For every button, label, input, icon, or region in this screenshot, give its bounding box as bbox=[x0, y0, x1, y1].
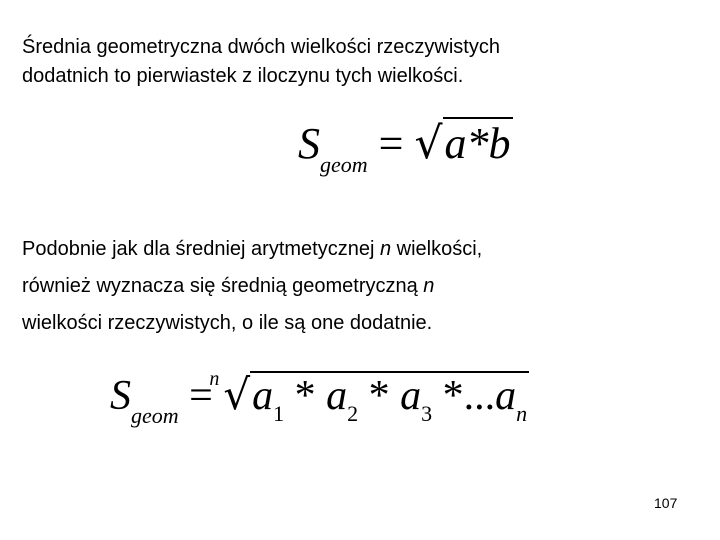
term-an: a bbox=[495, 373, 517, 419]
intro-line-1: Średnia geometryczna dwóch wielkości rzeczywistych bbox=[22, 36, 500, 58]
formula-geometric-mean-two bbox=[298, 118, 513, 188]
formula2-subscript: geom bbox=[131, 403, 179, 428]
formula2-root-index: n bbox=[209, 368, 220, 390]
para2-part4: wielkości rzeczywistych, o ile są one dodatnie. bbox=[22, 312, 433, 334]
formula-geometric-mean-n bbox=[110, 370, 529, 440]
formula1-equals: = bbox=[378, 119, 404, 168]
formula1-lhs: S bbox=[298, 119, 320, 168]
intro-paragraph bbox=[22, 33, 702, 91]
star-2: * bbox=[368, 373, 390, 419]
para2-part3: również wyznacza się średnią geometryczną bbox=[22, 275, 424, 297]
formula2-radical bbox=[209, 368, 529, 426]
para2-part1: Podobnie jak dla średniej arytmetycznej bbox=[22, 238, 380, 260]
sqrt-icon: √ bbox=[414, 118, 443, 169]
index-1: 1 bbox=[273, 401, 285, 426]
intro-line-2: dodatnich to pierwiastek z iloczynu tych wielkości. bbox=[22, 65, 464, 87]
index-3: 3 bbox=[421, 401, 433, 426]
sqrt-icon: √ bbox=[223, 370, 251, 419]
formula2-equals: = bbox=[189, 373, 213, 419]
term-a1: a bbox=[252, 373, 274, 419]
index-2: 2 bbox=[347, 401, 359, 426]
page-number: 107 bbox=[654, 495, 678, 511]
second-paragraph bbox=[22, 231, 702, 342]
star-3: * bbox=[442, 373, 464, 419]
formula1-subscript: geom bbox=[320, 152, 368, 177]
dots: ... bbox=[463, 373, 496, 419]
para2-n2: n bbox=[423, 275, 435, 297]
term-a2: a bbox=[326, 373, 348, 419]
index-n: n bbox=[516, 401, 528, 426]
formula2-radicand bbox=[250, 371, 529, 426]
formula1-radicand: a*b bbox=[444, 119, 511, 168]
para2-n1: n bbox=[379, 238, 392, 260]
para2-part2: wielkości, bbox=[391, 238, 483, 260]
term-a3: a bbox=[400, 373, 422, 419]
star-1: * bbox=[294, 373, 316, 419]
formula1-radical bbox=[414, 118, 512, 169]
formula2-lhs: S bbox=[110, 373, 131, 419]
